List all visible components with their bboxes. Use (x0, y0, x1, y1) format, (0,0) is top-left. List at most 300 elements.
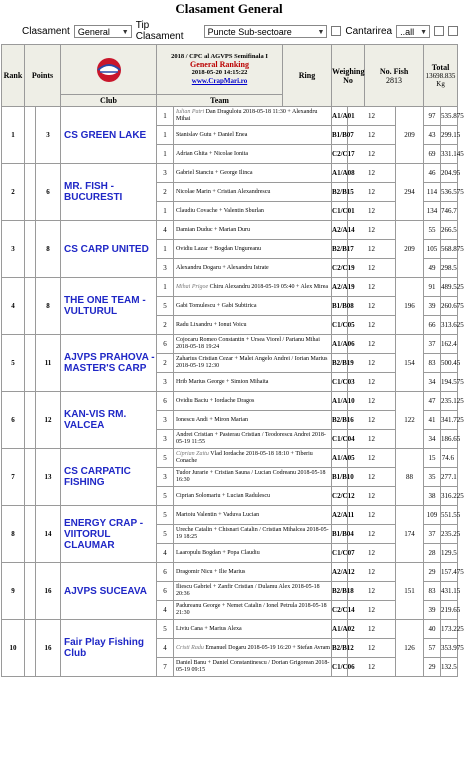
member-points: 4 (157, 601, 174, 620)
cantarirea-label: Cantarirea (345, 25, 393, 37)
member-names (174, 411, 332, 430)
weighing-cell: 12 (348, 544, 396, 563)
member-text: Tudor Jurarie + Cristian Sauna / Lucian Codreanu 2018-05-18 16:30 (176, 470, 326, 483)
weighing-cell: 12 (348, 506, 396, 525)
weighing-cell: 12 (348, 335, 396, 354)
ring-cell: C1/C01 (332, 202, 348, 221)
member-text: Ureche Catalin + Chisnari Catalin / Cristian Mihalcea 2018-05-19 18:25 (176, 527, 329, 540)
weighing-cell: 12 (348, 449, 396, 468)
member-names (174, 316, 332, 335)
member-names (174, 164, 332, 183)
member-points: 3 (157, 164, 174, 183)
ring-cell: B1/B04 (332, 525, 348, 544)
points-cell: 3 (36, 107, 61, 164)
team-name[interactable]: CS CARPATIC FISHING (61, 449, 157, 506)
weighing-cell: 12 (348, 164, 396, 183)
points-cell: 11 (36, 335, 61, 392)
rank-cell: 1 (2, 107, 25, 164)
weighing-cell: 12 (348, 468, 396, 487)
member-text: Zaharius Cristian Cezar + Malei Angelo Andrei / Iorian Marius 2018-05-19 12:30 (176, 356, 328, 369)
member-text: Gabriel Stanciu + George Ilinca (176, 169, 253, 176)
member-points: 6 (157, 335, 174, 354)
team-name[interactable]: CS CARP UNITED (61, 221, 157, 278)
tip-checkbox[interactable] (331, 26, 341, 36)
rank-cell: 9 (2, 563, 25, 620)
tip-clasament-label: Tip Clasament (135, 20, 184, 42)
team-member-row (2, 563, 458, 582)
member-total: 132.5 (441, 658, 458, 677)
member-names (174, 449, 332, 468)
member-fish: 83 (424, 582, 441, 601)
team-fish: 122 (396, 392, 424, 449)
points-cell: 13 (36, 449, 61, 506)
member-points: 3 (157, 411, 174, 430)
member-fish: 97 (424, 107, 441, 126)
spacer-cell (25, 620, 36, 677)
header-weighing[interactable]: Weighing No (332, 45, 365, 107)
team-member-row (2, 221, 458, 240)
member-text: Alexandru Dogaru + Alexandru Istrate (176, 264, 269, 271)
weighing-cell: 12 (348, 126, 396, 145)
points-cell: 14 (36, 506, 61, 563)
spacer-cell (25, 164, 36, 221)
header-club[interactable]: Club (61, 95, 157, 107)
member-total: 746.7 (441, 202, 458, 221)
member-fish: 41 (424, 411, 441, 430)
member-text: Chiru Alexandru 2018-05-19 05:40 + Alex Mirea (209, 283, 329, 290)
member-names (174, 563, 332, 582)
member-text: Cojocaru Romeo Constantin + Ursea Viorel / Parianu Mihai 2018-05-18 19:24 (176, 337, 320, 350)
ring-cell: A2/A19 (332, 278, 348, 297)
member-fish: 39 (424, 601, 441, 620)
member-total: 129.5 (441, 544, 458, 563)
member-text: Daniel Banu + Daniel Constantinescu / Dorian Grigorean 2018-05-19 09:15 (176, 660, 330, 673)
team-member-row (2, 107, 458, 126)
team-fish: 154 (396, 335, 424, 392)
weighing-cell: 12 (348, 658, 396, 677)
ring-cell: C1/C04 (332, 430, 348, 449)
team-name[interactable]: Fair Play Fishing Club (61, 620, 157, 677)
weighing-cell: 12 (348, 297, 396, 316)
team-fish: 209 (396, 221, 424, 278)
member-names (174, 582, 332, 601)
member-names (174, 601, 332, 620)
member-names (174, 107, 332, 126)
member-points: 3 (157, 430, 174, 449)
member-fish: 109 (424, 506, 441, 525)
member-fish: 105 (424, 240, 441, 259)
member-total: 298.5 (441, 259, 458, 278)
team-member-row (2, 620, 458, 639)
member-names (174, 354, 332, 373)
member-names (174, 183, 332, 202)
page-title: Clasament General (175, 1, 283, 16)
member-fish: 49 (424, 259, 441, 278)
team-name[interactable]: THE ONE TEAM - VULTURUL (61, 278, 157, 335)
team-name[interactable]: ENERGY CRAP - VIITORUL CLAUMAR (61, 506, 157, 563)
member-total: 162.4 (441, 335, 458, 354)
member-fish: 46 (424, 164, 441, 183)
member-text: Dragomir Nicu + Ilie Marius (176, 568, 246, 575)
member-names (174, 620, 332, 639)
team-name[interactable]: AJVPS PRAHOVA - MASTER'S CARP (61, 335, 157, 392)
member-total: 194.575 (441, 373, 458, 392)
member-total: 186.65 (441, 430, 458, 449)
header-ring[interactable]: Ring (283, 45, 332, 107)
weighing-cell: 12 (348, 601, 396, 620)
member-total: 277.1 (441, 468, 458, 487)
member-total: 551.55 (441, 506, 458, 525)
spacer-cell (25, 221, 36, 278)
member-fish: 34 (424, 430, 441, 449)
member-fish: 39 (424, 297, 441, 316)
header-rank[interactable]: Rank (2, 45, 25, 107)
header-info (157, 45, 283, 95)
clasament-select[interactable]: General ▼ (74, 25, 132, 38)
member-total: 313.625 (441, 316, 458, 335)
member-fish: 114 (424, 183, 441, 202)
member-names (174, 240, 332, 259)
member-text: Adrian Ghita + Nicolae Ionita (176, 150, 249, 157)
weighing-cell: 12 (348, 145, 396, 164)
weighing-cell: 12 (348, 221, 396, 240)
ring-cell: B2/B16 (332, 411, 348, 430)
member-prefix: Cristi Radu (176, 644, 204, 651)
rank-cell: 7 (2, 449, 25, 506)
member-total: 331.145 (441, 145, 458, 164)
team-name[interactable]: AJVPS SUCEAVA (61, 563, 157, 620)
ring-cell: A1/A06 (332, 335, 348, 354)
member-points: 5 (157, 449, 174, 468)
member-fish: 66 (424, 316, 441, 335)
member-text: Dan Draguloiu 2018-05-18 11:30 + Alexandru Mihai (176, 109, 318, 122)
team-member-row (2, 278, 458, 297)
ring-cell: B2/B18 (332, 582, 348, 601)
ring-cell: A1/A02 (332, 620, 348, 639)
filter-bar (0, 18, 458, 44)
member-text: Emanuel Dogaru 2018-05-19 16:20 + Stefan Avram (205, 644, 330, 651)
member-fish: 37 (424, 335, 441, 354)
ring-cell: A1/A10 (332, 392, 348, 411)
ring-cell: B2/B15 (332, 183, 348, 202)
member-fish: 37 (424, 525, 441, 544)
weighing-cell: 12 (348, 525, 396, 544)
member-points: 6 (157, 582, 174, 601)
member-names (174, 126, 332, 145)
member-total: 489.525 (441, 278, 458, 297)
ring-cell: C2/C19 (332, 259, 348, 278)
member-points: 1 (157, 278, 174, 297)
member-names (174, 335, 332, 354)
ranking-date: 2018-05-20 14:15:22 (191, 69, 248, 76)
member-total: 316.225 (441, 487, 458, 506)
member-total: 341.725 (441, 411, 458, 430)
member-points: 5 (157, 487, 174, 506)
member-text: Hrib Marius George + Simion Mihaita (176, 378, 269, 385)
ranking-title: General Ranking (190, 60, 249, 69)
member-fish: 29 (424, 563, 441, 582)
ring-cell: C2/C14 (332, 601, 348, 620)
team-fish: 88 (396, 449, 424, 506)
member-fish: 83 (424, 354, 441, 373)
member-points: 4 (157, 639, 174, 658)
ring-cell: B1/B07 (332, 126, 348, 145)
ring-cell: A2/A14 (332, 221, 348, 240)
member-text: Andrei Cristian + Pasterau Cristian / Teodorescu Andrei 2018-05-19 11:55 (176, 432, 326, 445)
member-total: 299.15 (441, 126, 458, 145)
member-total: 173.225 (441, 620, 458, 639)
member-points: 3 (157, 468, 174, 487)
member-prefix: Ciprian Zaitu (176, 451, 209, 457)
member-text: Ionescu Andi + Miron Marian (176, 416, 249, 423)
team-fish: 209 (396, 107, 424, 164)
member-names (174, 487, 332, 506)
member-points: 1 (157, 126, 174, 145)
member-names (174, 544, 332, 563)
member-total: 204.95 (441, 164, 458, 183)
ring-cell: A1/A05 (332, 449, 348, 468)
member-points: 5 (157, 297, 174, 316)
member-points: 2 (157, 316, 174, 335)
member-text: Ovidiu Lazar + Bogdan Ungureanu (176, 245, 262, 252)
team-member-row (2, 392, 458, 411)
member-points: 1 (157, 240, 174, 259)
member-names (174, 202, 332, 221)
member-points: 4 (157, 544, 174, 563)
spacer-cell (25, 335, 36, 392)
member-names (174, 297, 332, 316)
weighing-cell: 12 (348, 411, 396, 430)
member-points: 1 (157, 145, 174, 164)
member-points: 5 (157, 506, 174, 525)
ring-cell: C1/C06 (332, 658, 348, 677)
member-fish: 69 (424, 145, 441, 164)
member-fish: 15 (424, 449, 441, 468)
member-fish: 28 (424, 544, 441, 563)
team-member-row (2, 335, 458, 354)
team-fish: 151 (396, 563, 424, 620)
member-names (174, 373, 332, 392)
member-text: Vlad Iordache 2018-05-18 18:10 + Tiberiu Conache (176, 451, 313, 464)
points-cell: 16 (36, 563, 61, 620)
header-nofish[interactable]: No. Fish 2813 (365, 45, 424, 107)
header-team[interactable]: Team (157, 95, 283, 107)
member-points: 1 (157, 107, 174, 126)
member-prefix: Mihai Prigoe (176, 283, 209, 290)
member-text: Padureanu George + Nemet Catalin / Ionel Petrula 2018-05-18 21:30 (176, 603, 327, 616)
spacer-cell (25, 563, 36, 620)
ring-cell: C2/C12 (332, 487, 348, 506)
member-fish: 91 (424, 278, 441, 297)
spacer-cell (25, 392, 36, 449)
member-points: 3 (157, 259, 174, 278)
rank-cell: 6 (2, 392, 25, 449)
spacer-cell (25, 107, 36, 164)
member-names (174, 278, 332, 297)
member-names (174, 639, 332, 658)
member-names (174, 221, 332, 240)
member-fish: 35 (424, 468, 441, 487)
weighing-cell: 12 (348, 202, 396, 221)
team-name[interactable]: CS GREEN LAKE (61, 107, 157, 164)
member-fish: 57 (424, 639, 441, 658)
tip-clasament-select[interactable]: Puncte Sub-sectoare ▼ (204, 25, 328, 38)
ranking-table (1, 44, 464, 677)
team-fish: 294 (396, 164, 424, 221)
member-total: 235.125 (441, 392, 458, 411)
points-cell: 8 (36, 221, 61, 278)
ring-cell: B2/B19 (332, 354, 348, 373)
ring-cell: A2/A12 (332, 563, 348, 582)
rank-cell: 4 (2, 278, 25, 335)
member-fish: 43 (424, 126, 441, 145)
member-prefix: Iulian Patri (176, 109, 205, 115)
points-cell: 16 (36, 620, 61, 677)
weighing-cell: 12 (348, 107, 396, 126)
team-name[interactable]: MR. FISH - BUCURESTI (61, 164, 157, 221)
weighing-cell: 12 (348, 316, 396, 335)
rank-cell: 10 (2, 620, 25, 677)
member-points: 6 (157, 563, 174, 582)
team-member-row (2, 164, 458, 183)
rank-cell: 8 (2, 506, 25, 563)
member-points: 2 (157, 183, 174, 202)
rank-cell: 2 (2, 164, 25, 221)
rank-cell: 5 (2, 335, 25, 392)
weighing-cell: 12 (348, 430, 396, 449)
member-names (174, 525, 332, 544)
member-points: 1 (157, 202, 174, 221)
team-fish: 174 (396, 506, 424, 563)
member-names (174, 145, 332, 164)
member-total: 266.5 (441, 221, 458, 240)
member-names (174, 430, 332, 449)
spacer-cell (25, 449, 36, 506)
club-logo-icon (91, 55, 127, 85)
points-cell: 6 (36, 164, 61, 221)
team-member-row (2, 449, 458, 468)
ring-cell: B1/B08 (332, 297, 348, 316)
cantarirea-checkbox-2[interactable] (448, 26, 458, 36)
weighing-cell: 12 (348, 259, 396, 278)
ring-cell: B2/B17 (332, 240, 348, 259)
ring-cell: B2/B12 (332, 639, 348, 658)
ring-cell: C1/C05 (332, 316, 348, 335)
team-fish: 126 (396, 620, 424, 677)
member-points: 6 (157, 392, 174, 411)
member-points: 2 (157, 354, 174, 373)
spacer-cell (25, 506, 36, 563)
weighing-cell: 12 (348, 278, 396, 297)
weighing-cell: 12 (348, 354, 396, 373)
member-total: 536.575 (441, 183, 458, 202)
member-fish: 29 (424, 658, 441, 677)
member-text: Claudiu Covache + Valentin Sburlan (176, 207, 264, 214)
points-cell: 12 (36, 392, 61, 449)
cantarirea-select[interactable]: ..all ▼ (396, 25, 430, 38)
weighing-cell: 12 (348, 392, 396, 411)
member-text: Damian Duduc + Marian Duru (176, 226, 251, 233)
weighing-cell: 12 (348, 183, 396, 202)
ring-cell: A1/A08 (332, 164, 348, 183)
weighing-cell: 12 (348, 373, 396, 392)
member-total: 157.475 (441, 563, 458, 582)
member-points: 3 (157, 373, 174, 392)
member-fish: 134 (424, 202, 441, 221)
member-text: Radu Lixandru + Ionut Voicu (176, 321, 247, 328)
member-total: 431.15 (441, 582, 458, 601)
member-fish: 47 (424, 392, 441, 411)
ring-cell: C2/C17 (332, 145, 348, 164)
member-text: Nicolae Marin + Cristian Alexandrescu (176, 188, 271, 195)
member-fish: 38 (424, 487, 441, 506)
member-points: 5 (157, 620, 174, 639)
site-link[interactable]: www.CrapMari.ro (191, 77, 248, 85)
member-fish: 40 (424, 620, 441, 639)
member-total: 260.675 (441, 297, 458, 316)
member-names (174, 468, 332, 487)
ring-cell: A2/A11 (332, 506, 348, 525)
member-text: Ciprian Solomariu + Lucian Radulescu (176, 492, 271, 499)
member-total: 535.875 (441, 107, 458, 126)
weighing-cell: 12 (348, 487, 396, 506)
spacer-cell (25, 278, 36, 335)
member-text: Iliescu Gabriel + Zanfir Cristian / Dulamu Alex 2018-05-18 20:36 (176, 584, 320, 597)
member-total: 219.65 (441, 601, 458, 620)
weighing-cell: 12 (348, 620, 396, 639)
member-fish: 55 (424, 221, 441, 240)
event-line: 2018 / CPC al AGVPS Semifinala I (171, 53, 268, 60)
member-text: Gabi Tomulescu + Gabi Subtirica (176, 302, 257, 309)
weighing-cell: 12 (348, 582, 396, 601)
ring-cell: C1/C03 (332, 373, 348, 392)
member-names (174, 506, 332, 525)
member-text: Stanislav Gutu + Daniel Enea (176, 131, 248, 138)
ring-cell: C1/C07 (332, 544, 348, 563)
member-points: 7 (157, 658, 174, 677)
member-text: Laaropulu Bogdan + Popa Claudiu (176, 549, 260, 556)
weighing-cell: 12 (348, 563, 396, 582)
header-total[interactable]: Total 13698.835 Kg (424, 45, 458, 107)
member-names (174, 259, 332, 278)
rank-cell: 3 (2, 221, 25, 278)
cantarirea-checkbox-1[interactable] (434, 26, 444, 36)
team-fish: 196 (396, 278, 424, 335)
team-name[interactable]: KAN-VIS RM. VALCEA (61, 392, 157, 449)
header-points[interactable]: Points (25, 45, 61, 107)
ring-cell: B1/B10 (332, 468, 348, 487)
points-cell: 8 (36, 278, 61, 335)
member-names (174, 392, 332, 411)
weighing-cell: 12 (348, 240, 396, 259)
member-total: 353.975 (441, 639, 458, 658)
member-text: Martoiu Valentin + Vaduva Lucian (176, 511, 260, 518)
member-text: Ovidiu Baciu + Iordache Dragos (176, 397, 255, 404)
ring-cell: A1/A01 (332, 107, 348, 126)
header-logo-cell (61, 45, 157, 95)
clasament-label: Clasament (22, 25, 70, 37)
member-points: 5 (157, 525, 174, 544)
member-total: 568.875 (441, 240, 458, 259)
member-fish: 34 (424, 373, 441, 392)
member-text: Liviu Cana + Marius Alexa (176, 625, 242, 632)
member-total: 500.45 (441, 354, 458, 373)
member-total: 74.6 (441, 449, 458, 468)
member-total: 235.25 (441, 525, 458, 544)
member-points: 4 (157, 221, 174, 240)
weighing-cell: 12 (348, 639, 396, 658)
member-names (174, 658, 332, 677)
